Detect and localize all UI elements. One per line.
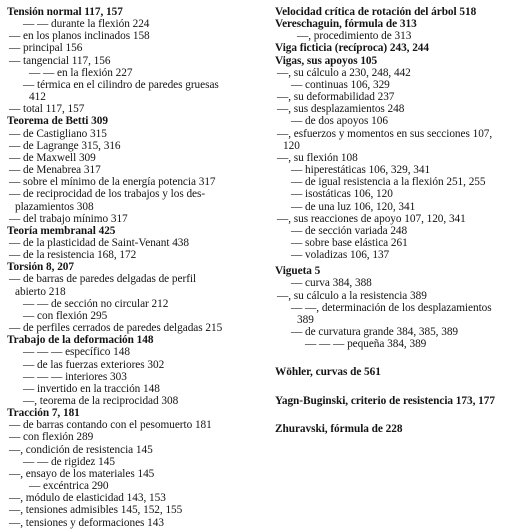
index-column-left: [7, 6, 269, 529]
index-subentry: [275, 302, 528, 326]
index-subentry: — isostáticas 106, 120: [291, 188, 393, 201]
index-subentry: —, sus desplazamientos 248: [277, 103, 405, 116]
index-entry-text: — —, determinación de los desplazamientos: [291, 301, 492, 314]
index-subentry: [275, 128, 528, 152]
index-entry-text: — térmica en el cilindro de paredes gruesas: [23, 78, 219, 91]
index-heading: Vigueta 5: [275, 265, 321, 278]
index-subentry: — hiperestáticas 106, 329, 341: [291, 164, 431, 177]
index-heading: Vereschaguin, fórmula de 313: [275, 18, 417, 31]
index-heading: Trabajo de la deformación 148: [7, 334, 154, 347]
index-subentry: — — — pequeña 384, 389: [305, 338, 427, 351]
index-column-right: [275, 6, 528, 435]
index-heading: Torsión 8, 207: [7, 261, 74, 274]
index-subentry: — de perfiles cerrados de paredes delgadas 215: [9, 322, 223, 335]
index-subentry: — excéntrica 290: [29, 480, 109, 493]
index-subentry: —, su cálculo a la resistencia 389: [277, 289, 427, 302]
index-entry-text: — de barras de paredes delgadas de perfil: [9, 273, 197, 286]
index-subentry: —, teorema de la reciprocidad 308: [23, 395, 179, 407]
index-subentry: [7, 79, 269, 103]
index-subentry: — de dos apoyos 106: [291, 115, 388, 128]
index-subentry: — tangencial 117, 156: [9, 54, 111, 67]
index-entry-continuation: abierto 218: [15, 285, 66, 298]
index-heading: Viga ficticia (recíproca) 243, 244: [275, 42, 430, 55]
index-subentry: —, tensiones admisibles 145, 152, 155: [9, 504, 183, 517]
index-subentry: — continuas 106, 329: [291, 78, 390, 91]
index-subentry: —, su cálculo a 230, 248, 442: [277, 66, 411, 79]
index-entry-text: —, esfuerzos y momentos en sus secciones 107,: [277, 127, 493, 140]
index-subentry: — de la resistencia 168, 172: [9, 249, 137, 262]
index-subentry: — de Castigliano 315: [9, 127, 107, 140]
index-subentry: — de sección variada 248: [291, 224, 408, 237]
index-heading: Velocidad crítica de rotación del árbol 518: [275, 6, 477, 18]
index-subentry: — de la plasticidad de Saint-Venant 438: [9, 236, 190, 249]
index-heading: Yagn-Buginski, criterio de resistencia 173, 177: [275, 394, 495, 407]
index-subentry: — invertido en la tracción 148: [23, 382, 160, 395]
index-subentry: — — durante la flexión 224: [23, 18, 150, 31]
index-subentry: [7, 273, 269, 297]
index-heading: Tensión normal 117, 157: [7, 6, 123, 18]
index-subentry: —, tensiones y deformaciones 143: [9, 516, 164, 529]
index-subentry: — principal 156: [9, 42, 83, 55]
index-heading: Tracción 7, 181: [7, 407, 80, 420]
index-entry-continuation: 389: [297, 313, 314, 326]
index-subentry: — sobre base elástica 261: [291, 236, 408, 249]
index-subentry: — — de sección no circular 212: [23, 297, 169, 310]
index-entry-continuation: plazamientos 308: [15, 200, 94, 213]
index-entry-continuation: 120: [283, 139, 300, 152]
index-entry-continuation: 412: [29, 91, 46, 104]
index-subentry: — con flexión 295: [23, 309, 108, 322]
index-subentry: — de Maxwell 309: [9, 151, 96, 164]
index-subentry: — total 117, 157: [9, 103, 85, 116]
index-heading: Teorema de Betti 309: [7, 115, 108, 128]
index-subentry: —, módulo de elasticidad 143, 153: [9, 492, 166, 505]
index-heading: Vigas, sus apoyos 105: [275, 54, 378, 67]
index-subentry: — de igual resistencia a la flexión 251, 255: [291, 176, 486, 189]
index-subentry: — voladizas 106, 137: [291, 249, 390, 262]
index-subentry: — sobre el mínimo de la energía potencia 317: [9, 176, 216, 189]
index-subentry: —, procedimiento de 313: [297, 30, 412, 43]
index-subentry: — en los planos inclinados 158: [9, 30, 150, 43]
index-subentry: — — — interiores 303: [23, 370, 127, 383]
index-subentry: —, su flexión 108: [277, 151, 358, 164]
index-subentry: —, condición de resistencia 145: [9, 443, 153, 456]
index-entry-text: — de reciprocidad de los trabajos y los des-: [9, 188, 206, 201]
index-subentry: — curva 384, 388: [291, 277, 372, 290]
index-subentry: — de una luz 106, 120, 341: [291, 200, 416, 213]
index-subentry: — de barras contando con el pesomuerto 181: [9, 419, 212, 432]
index-heading: Wöhler, curvas de 561: [275, 366, 381, 379]
index-subentry: — del trabajo mínimo 317: [9, 212, 128, 225]
index-subentry: [7, 188, 269, 212]
index-subentry: —, su deformabilidad 237: [277, 91, 395, 104]
index-subentry: — de Menabrea 317: [9, 164, 101, 177]
index-heading: Teoría membranal 425: [7, 224, 116, 237]
index-subentry: — de las fuerzas exteriores 302: [23, 358, 165, 371]
index-subentry: — — en la flexión 227: [29, 66, 133, 79]
index-subentry: — — de rigidez 145: [23, 455, 115, 468]
index-subentry: — — — específico 148: [23, 346, 130, 359]
index-subentry: — de curvatura grande 384, 385, 389: [291, 326, 459, 339]
index-subentry: —, ensayo de los materiales 145: [9, 467, 155, 480]
index-subentry: —, sus reacciones de apoyo 107, 120, 341: [277, 212, 466, 225]
index-heading: Zhuravski, fórmula de 228: [275, 422, 403, 435]
index-subentry: — de Lagrange 315, 316: [9, 139, 121, 152]
index-subentry: — con flexión 289: [9, 431, 94, 444]
